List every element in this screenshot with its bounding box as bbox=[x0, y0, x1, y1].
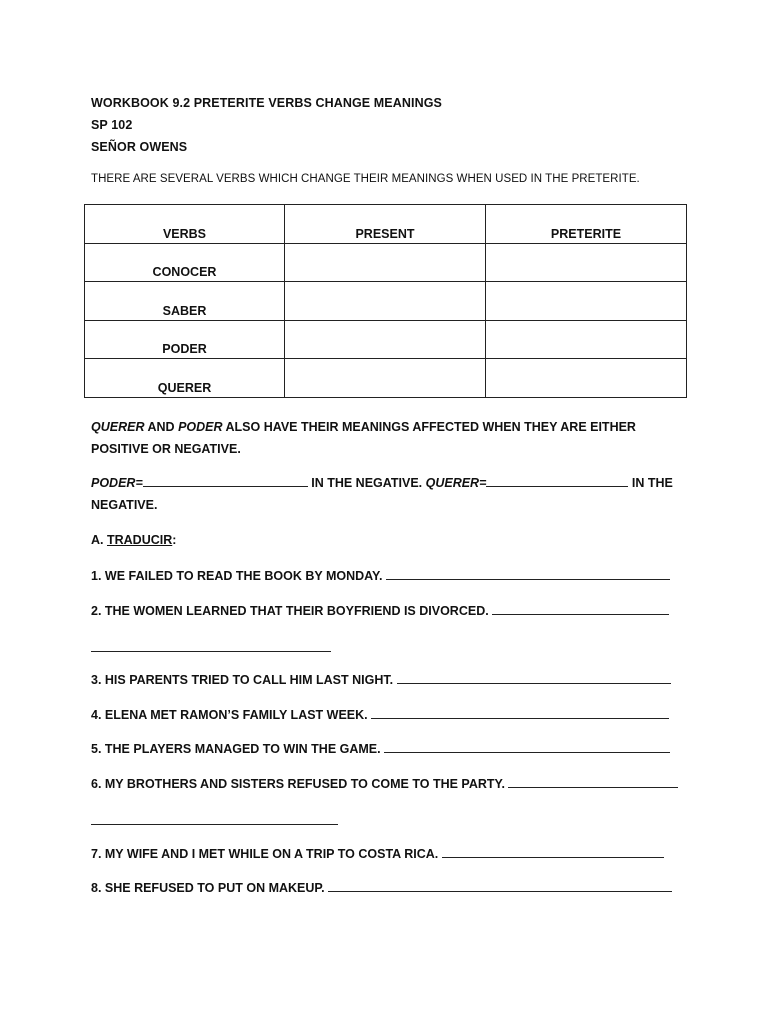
intro-text: THERE ARE SEVERAL VERBS WHICH CHANGE THEIR MEANINGS WHEN USED IN THE PRETERITE. bbox=[91, 173, 640, 185]
table-row bbox=[85, 243, 687, 282]
verb-cell: CONOCER bbox=[85, 243, 285, 282]
table-row bbox=[85, 359, 687, 398]
preterite-answer-cell[interactable] bbox=[486, 282, 687, 321]
table-row bbox=[85, 282, 687, 321]
column-header-preterite: PRETERITE bbox=[486, 205, 687, 244]
worksheet-title: WORKBOOK 9.2 PRETERITE VERBS CHANGE MEANINGS bbox=[91, 96, 442, 110]
table-header-row bbox=[85, 205, 687, 244]
item-text: 1. WE FAILED TO READ THE BOOK BY MONDAY. bbox=[91, 569, 383, 583]
exercise-item-8 bbox=[91, 879, 672, 895]
preterite-answer-cell[interactable] bbox=[486, 359, 687, 398]
table-row bbox=[85, 320, 687, 359]
column-header-verbs: VERBS bbox=[85, 205, 285, 244]
answer-blank[interactable] bbox=[384, 740, 670, 753]
exercise-item-1 bbox=[91, 567, 670, 583]
exercise-item-5 bbox=[91, 740, 670, 756]
present-answer-cell[interactable] bbox=[285, 243, 486, 282]
verb-cell: PODER bbox=[85, 320, 285, 359]
present-answer-cell[interactable] bbox=[285, 320, 486, 359]
exercise-item-6 bbox=[91, 775, 678, 791]
exercise-item-7 bbox=[91, 845, 664, 861]
preterite-answer-cell[interactable] bbox=[486, 243, 687, 282]
poder-suffix: IN THE NEGATIVE. bbox=[307, 476, 426, 490]
note-rest: ALSO HAVE THEIR MEANINGS AFFECTED WHEN THEY ARE EITHER POSITIVE OR NEGATIVE. bbox=[91, 420, 636, 456]
exercise-item-2 bbox=[91, 602, 669, 618]
section-colon: : bbox=[172, 533, 177, 547]
column-header-present: PRESENT bbox=[285, 205, 486, 244]
course-code: SP 102 bbox=[91, 118, 133, 132]
verb-table bbox=[84, 204, 687, 398]
note-and: AND bbox=[144, 420, 179, 434]
section-letter: A. bbox=[91, 533, 107, 547]
item-text: 2. THE WOMEN LEARNED THAT THEIR BOYFRIEND IS DIVORCED. bbox=[91, 604, 489, 618]
negative-meanings bbox=[91, 472, 691, 516]
item-text: 4. ELENA MET RAMON’S FAMILY LAST WEEK. bbox=[91, 708, 368, 722]
answer-blank[interactable] bbox=[442, 845, 664, 858]
section-title: TRADUCIR bbox=[106, 533, 173, 547]
exercise-item-3 bbox=[91, 671, 671, 687]
answer-continuation-line[interactable] bbox=[91, 650, 331, 652]
poder-label: PODER= bbox=[91, 476, 143, 490]
answer-continuation-line[interactable] bbox=[91, 823, 338, 825]
section-heading bbox=[91, 533, 176, 547]
querer-suffix: IN THE NEGATIVE. bbox=[91, 476, 673, 512]
answer-blank[interactable] bbox=[492, 602, 669, 615]
answer-blank[interactable] bbox=[371, 706, 669, 719]
answer-blank[interactable] bbox=[328, 879, 672, 892]
present-answer-cell[interactable] bbox=[285, 359, 486, 398]
verb-cell: QUERER bbox=[85, 359, 285, 398]
answer-blank[interactable] bbox=[397, 671, 671, 684]
querer-answer-blank[interactable] bbox=[486, 474, 628, 487]
answer-blank[interactable] bbox=[508, 775, 678, 788]
teacher-name: SEÑOR OWENS bbox=[91, 140, 188, 154]
preterite-answer-cell[interactable] bbox=[486, 320, 687, 359]
note-word-querer: QUERER bbox=[91, 420, 145, 434]
item-text: 3. HIS PARENTS TRIED TO CALL HIM LAST NIGHT. bbox=[91, 673, 394, 687]
answer-blank[interactable] bbox=[386, 567, 670, 580]
note-word-poder: PODER bbox=[178, 420, 223, 434]
querer-label: QUERER= bbox=[425, 476, 487, 490]
poder-answer-blank[interactable] bbox=[143, 474, 308, 487]
item-text: 5. THE PLAYERS MANAGED TO WIN THE GAME. bbox=[91, 742, 381, 756]
item-text: 6. MY BROTHERS AND SISTERS REFUSED TO COME TO THE PARTY. bbox=[91, 777, 505, 791]
item-text: 8. SHE REFUSED TO PUT ON MAKEUP. bbox=[91, 881, 325, 895]
exercise-item-4 bbox=[91, 706, 669, 722]
meaning-note bbox=[91, 416, 691, 460]
item-text: 7. MY WIFE AND I MET WHILE ON A TRIP TO COSTA RICA. bbox=[91, 847, 439, 861]
verb-cell: SABER bbox=[85, 282, 285, 321]
present-answer-cell[interactable] bbox=[285, 282, 486, 321]
